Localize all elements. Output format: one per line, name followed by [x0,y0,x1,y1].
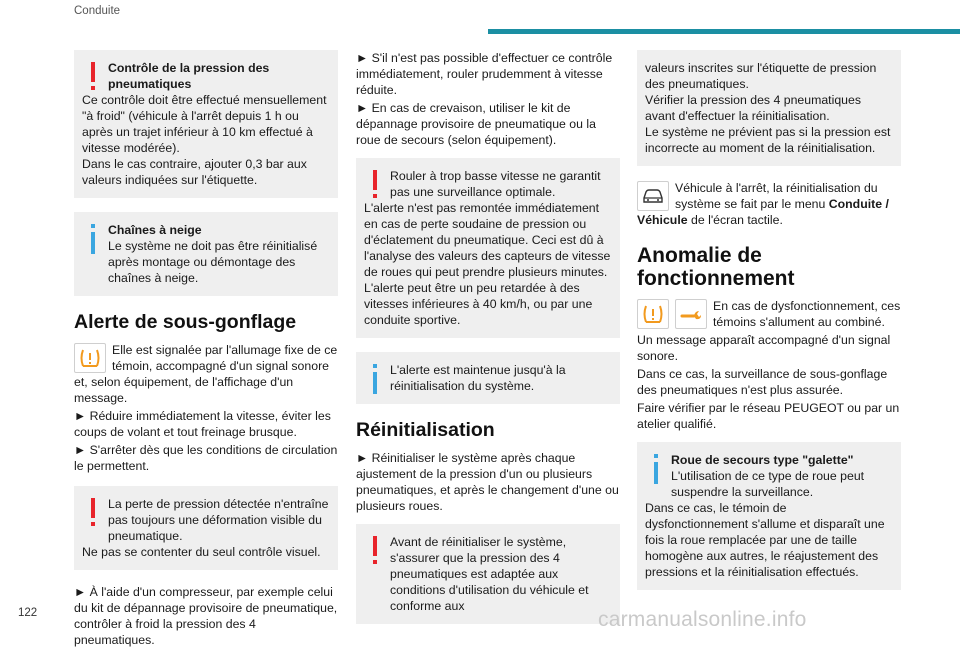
column-3 [637,50,901,604]
box-body: Le système ne doit pas être réinitialisé après montage ou démontage des chaînes à neige. [108,239,318,285]
box-body: Vérifier la pression des 4 pneumatiques avant d'effectuer la réinitialisation. [645,93,862,123]
section-heading-underinflation: Alerte de sous-gonflage [74,311,297,333]
box-body: L'alerte n'est pas remontée immédiatement en cas de perte soudaine de pression ou d'éclatement du pneumatique. Ceci est dû à l'analyse des valeurs des capteurs de vitesse de roues qui peut prendre plusieurs minutes. [364,201,611,279]
running-header: Conduite [74,5,121,17]
car-icon [637,181,669,211]
box-title: Chaînes à neige [108,223,202,237]
paragraph: En cas de dysfonctionnement, ces témoins s'allument au combiné. [713,299,901,329]
instruction: ► En cas de crevaison, utiliser le kit de dépannage provisoire de pneumatique ou la roue de secours (selon équipement). [356,101,596,147]
warning-box-low-speed [356,158,620,338]
info-i-icon [370,364,380,394]
box-body: Ne pas se contenter du seul contrôle visuel. [82,545,321,559]
paragraph: Elle est signalée par l'allumage fixe de ce témoin, accompagné d'un signal sonore et, selon équipement, de l'affichage d'un message. [74,343,338,405]
box-body: Dans ce cas, le témoin de dysfonctionnement s'allume et disparaît une fois la roue remplacée par une de taille homogène aux autres, le réajustement des pressions et la réinitialisation effectués. [645,501,885,579]
box-title: Roue de secours type "galette" [671,453,854,467]
box-body: Rouler à trop basse vitesse ne garantit pas une surveillance optimale. [390,169,601,199]
box-body: L'utilisation de ce type de roue peut suspendre la surveillance. [671,469,865,499]
warning-box-continued [637,50,901,166]
menu-path: Véhicule [637,213,688,227]
warning-exclamation-icon [88,498,98,528]
info-box-spare-wheel [637,442,901,590]
box-title: Contrôle de la pression des pneumatiques [108,61,270,91]
warning-box-pressure-check [74,50,338,198]
menu-path: Conduite / [828,197,889,211]
box-body: La perte de pression détectée n'entraîne pas toujours une déformation visible du pneumatique. [108,497,329,543]
box-body: Dans le cas contraire, ajouter 0,3 bar aux valeurs indiquées sur l'étiquette. [82,157,307,187]
paragraph: Un message apparaît accompagné d'un signal sonore. [637,333,891,363]
box-body: Le système ne prévient pas si la pression est incorrecte au moment de la réinitialisation. [645,125,891,155]
page-number: 122 [18,607,38,619]
warning-exclamation-icon [370,536,380,566]
box-body: valeurs inscrites sur l'étiquette de pression des pneumatiques. [645,61,877,91]
instruction: ► S'arrêter dès que les conditions de circulation le permettent. [74,443,338,473]
column-2 [356,50,620,638]
text: de l'écran tactile. [687,213,783,227]
section-heading-malfunction: Anomalie de fonctionnement [637,244,795,290]
paragraph: Dans ce cas, la surveillance de sous-gonflage des pneumatiques n'est plus assurée. [637,367,888,397]
instruction: ► S'il n'est pas possible d'effectuer ce contrôle immédiatement, rouler prudemment à vitesse réduite. [356,51,613,97]
instruction: ► À l'aide d'un compresseur, par exemple celui du kit de dépannage provisoire de pneumatique, contrôler à froid la pression des 4 pneumatiques. [74,585,338,647]
box-body: Ce contrôle doit être effectué mensuellement "à froid" (véhicule à l'arrêt depuis 1 h ou après un trajet inférieur à 10 km effectué à vitesse modérée). [82,93,327,155]
box-body: L'alerte peut être un peu retardée à des vitesses inférieures à 40 km/h, ou par une conduite sportive. [364,281,593,327]
tyre-pressure-warning-icon [74,343,106,373]
info-box-snow-chains [74,212,338,296]
tyre-pressure-warning-icon [637,299,669,329]
info-i-icon [651,454,661,484]
info-box-alert-maintained [356,352,620,404]
header-accent-bar [488,29,960,34]
paragraph-with-icon [74,342,338,408]
warning-exclamation-icon [88,62,98,92]
info-i-icon [88,224,98,254]
warning-exclamation-icon [370,170,380,200]
section-heading-reset: Réinitialisation [356,419,495,441]
box-body: L'alerte est maintenue jusqu'à la réinitialisation du système. [390,363,566,393]
wrench-icon [675,299,707,329]
paragraph: Faire vérifier par le réseau PEUGEOT ou par un atelier qualifié. [637,401,900,431]
warning-box-before-reset [356,524,620,624]
warning-box-pressure-loss [74,486,338,570]
instruction: ► Réduire immédiatement la vitesse, éviter les coups de volant et tout freinage brusque. [74,409,331,439]
watermark: carmanualsonline.info [598,608,807,631]
instruction: ► Réinitialiser le système après chaque ajustement de la pression d'un ou plusieurs pneumatiques, et après le changement d'une ou plusieurs roues. [356,451,619,513]
paragraph [637,180,901,228]
paragraph-with-icon [637,180,901,230]
column-1 [74,50,338,650]
paragraph-with-icons [637,298,901,332]
text: Véhicule à l'arrêt, la réinitialisation du système se fait par le menu [675,181,878,211]
box-body: Avant de réinitialiser le système, s'assurer que la pression des 4 pneumatiques est adaptée aux conditions d'utilisation du véhicule et conforme aux [390,535,589,613]
